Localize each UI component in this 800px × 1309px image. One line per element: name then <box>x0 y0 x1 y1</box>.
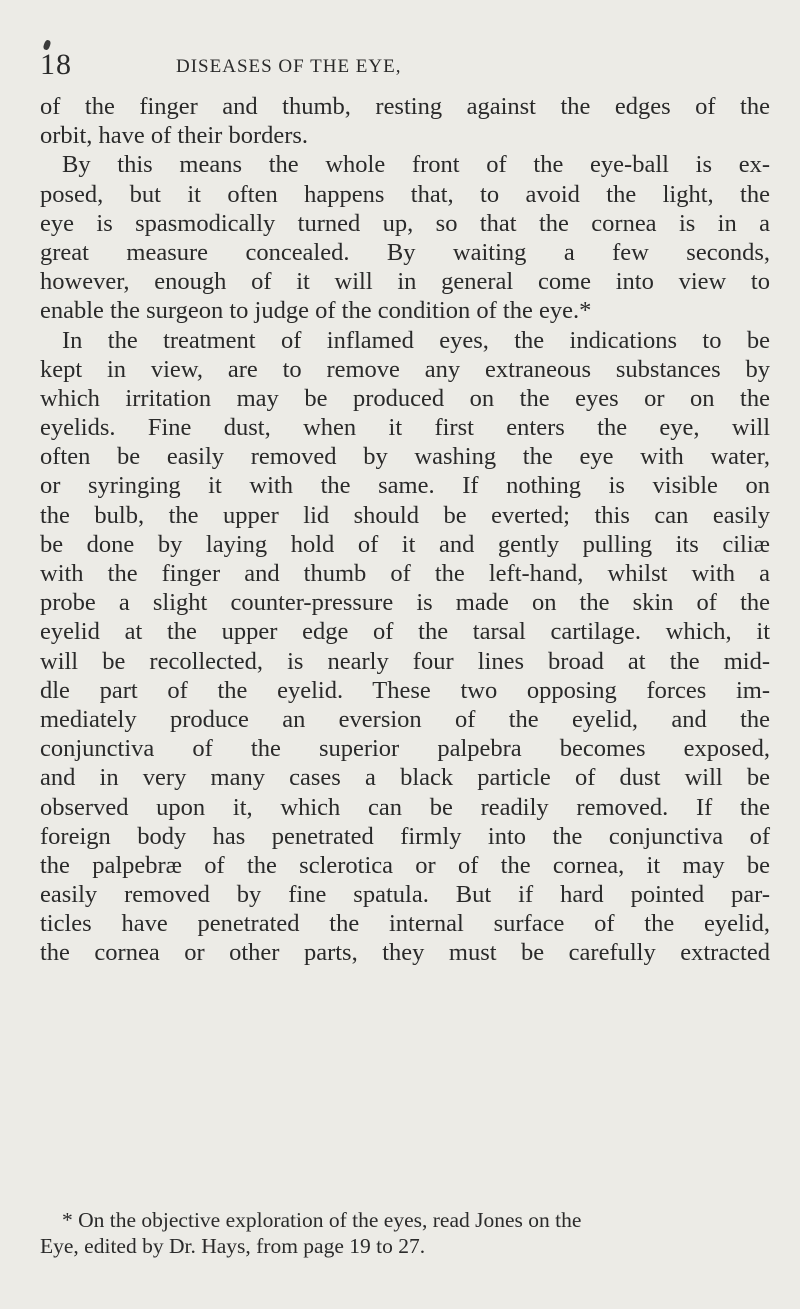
text-line: and in very many cases a black particle of dust will be <box>40 764 770 792</box>
text-line: conjunctiva of the superior palpebra becomes exposed, <box>40 735 770 763</box>
text-line: foreign body has penetrated firmly into the conjunctiva of <box>40 822 770 850</box>
text-line: easily removed by fine spatula. But if hard pointed par- <box>40 881 770 909</box>
body-text <box>40 92 770 968</box>
text-line: often be easily removed by washing the eye with water, <box>40 443 770 471</box>
text-line: By this means the whole front of the eye-ball is ex- <box>62 151 770 179</box>
text-line: of the finger and thumb, resting against the edges of the <box>40 93 770 120</box>
text-line: orbit, have of their borders. <box>40 122 309 150</box>
text-line: the cornea or other parts, they must be carefully extracted <box>40 939 770 967</box>
text-line: the palpebræ of the sclerotica or of the cornea, it may be <box>40 851 770 879</box>
text-line: eyelid at the upper edge of the tarsal cartilage. which, it <box>40 618 770 646</box>
text-line: probe a slight counter-pressure is made on the skin of the <box>40 589 770 617</box>
text-line: or syringing it with the same. If nothing is visible on <box>40 472 770 500</box>
text-line: posed, but it often happens that, to avoid the light, the <box>40 180 770 208</box>
running-head: DISEASES OF THE EYE, <box>176 56 402 77</box>
text-line: will be recollected, is nearly four lines broad at the mid- <box>40 647 770 675</box>
text-line: ticles have penetrated the internal surface of the eyelid, <box>40 910 770 938</box>
text-line: eyelids. Fine dust, when it first enters the eye, will <box>40 414 770 442</box>
page-number: 18 <box>40 48 72 81</box>
text-line: the bulb, the upper lid should be everted; this can easily <box>40 501 770 529</box>
text-line: mediately produce an eversion of the eyelid, and the <box>40 705 770 733</box>
text-line: be done by laying hold of it and gently pulling its ciliæ <box>40 530 770 558</box>
text-line: eye is spasmodically turned up, so that the cornea is in a <box>40 209 770 237</box>
text-line: with the finger and thumb of the left-hand, whilst with a <box>40 560 770 587</box>
text-line: great measure concealed. By waiting a few seconds, <box>40 238 770 266</box>
text-line: however, enough of it will in general come into view to <box>40 268 770 296</box>
footnote <box>40 1207 770 1259</box>
footnote-line: Eye, edited by Dr. Hays, from page 19 to 27. <box>40 1234 426 1258</box>
footnote-line: * On the objective exploration of the eyes, read Jones on the <box>62 1208 582 1232</box>
text-line: In the treatment of inflamed eyes, the indications to be <box>62 326 770 354</box>
text-line: observed upon it, which can be readily removed. If the <box>40 793 770 821</box>
text-line: enable the surgeon to judge of the condition of the eye.* <box>40 297 592 325</box>
text-line: dle part of the eyelid. These two opposing forces im- <box>40 676 770 704</box>
text-line: kept in view, are to remove any extraneous substances by <box>40 355 770 383</box>
text-line: which irritation may be produced on the eyes or on the <box>40 384 770 412</box>
